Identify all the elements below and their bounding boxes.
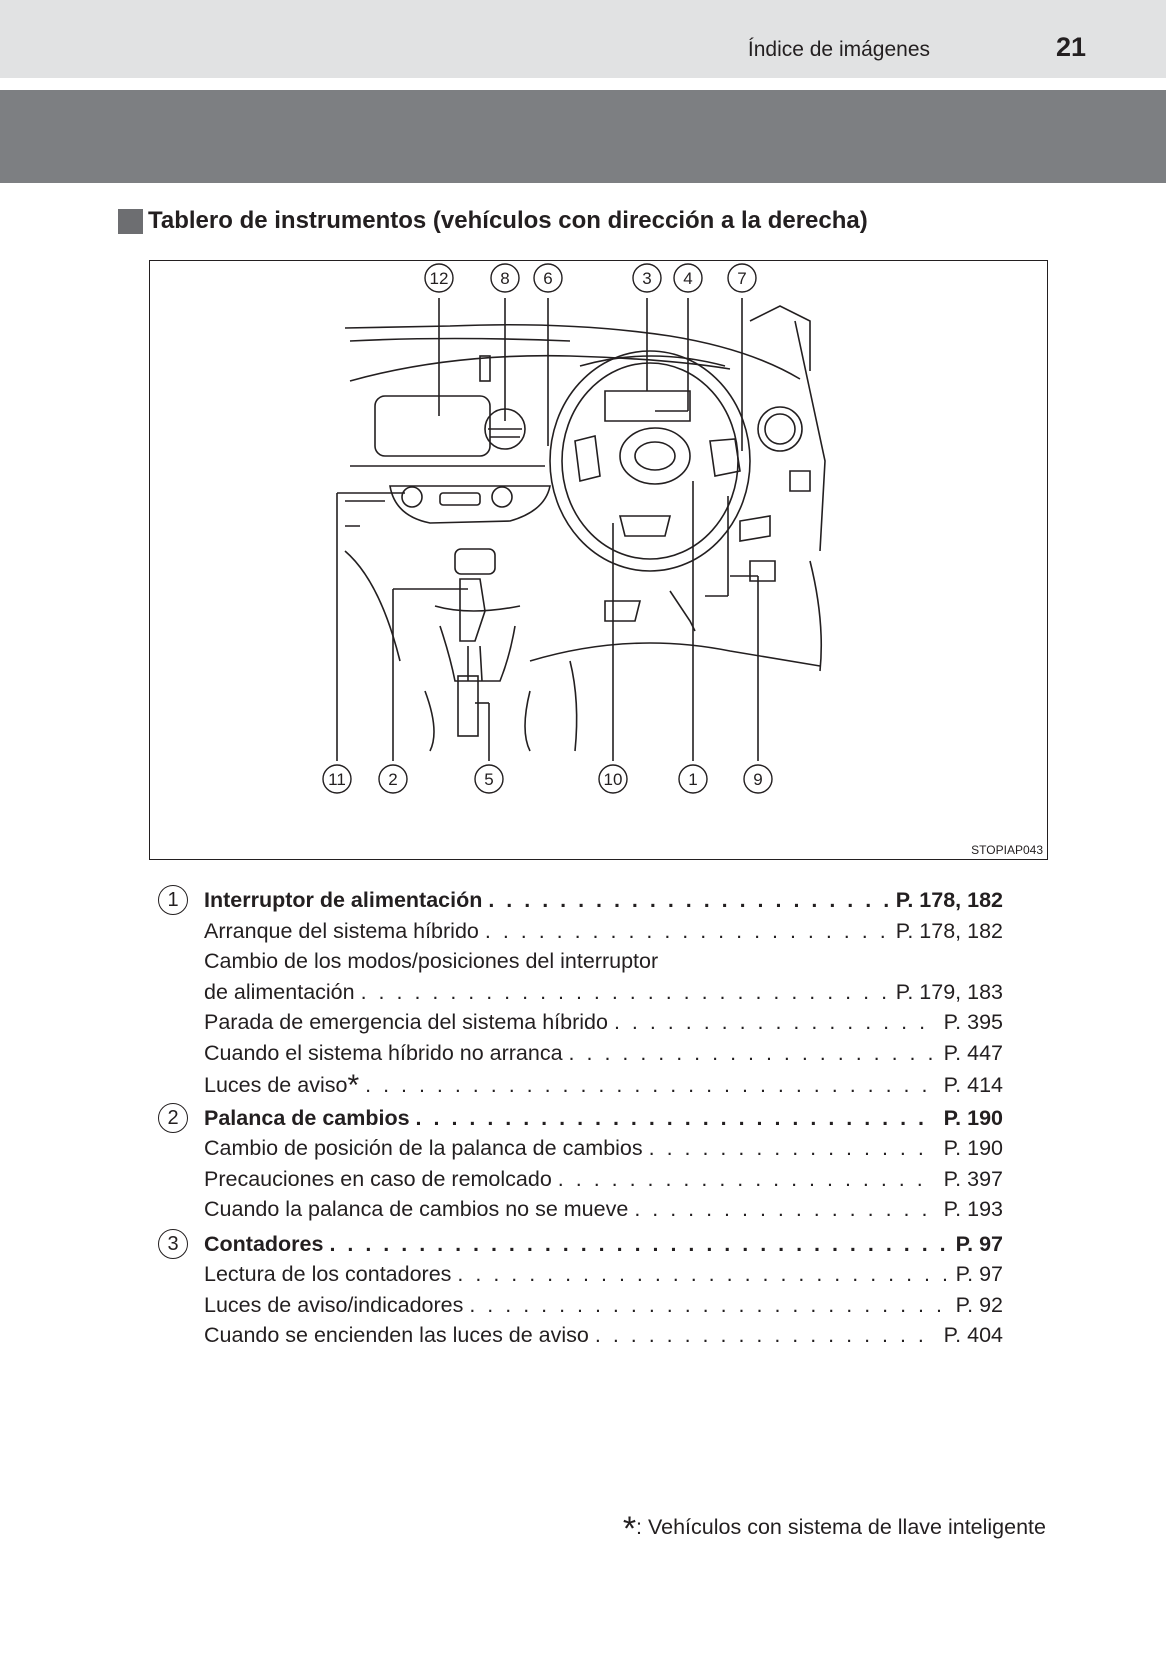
callout-label: 11 xyxy=(328,770,346,789)
entry-line xyxy=(204,1320,1003,1351)
callout-label: 5 xyxy=(484,770,494,789)
leader-dots xyxy=(634,1194,935,1225)
leader-dots xyxy=(569,1038,936,1069)
page-ref: P. 92 xyxy=(948,1290,1003,1321)
leader-dots xyxy=(365,1070,935,1101)
heading-square-icon xyxy=(118,209,143,234)
page-ref: P. 190 xyxy=(936,1133,1003,1164)
entry-line xyxy=(204,1229,1003,1260)
callout-label: 7 xyxy=(737,269,747,288)
entry-marker: 2 xyxy=(158,1103,188,1133)
entry-line xyxy=(204,1038,1003,1069)
leader-dots xyxy=(329,1229,947,1260)
callout-label: 4 xyxy=(683,269,693,288)
page-ref: P. 404 xyxy=(936,1320,1003,1351)
leader-dots xyxy=(614,1007,936,1038)
callout-label: 12 xyxy=(429,269,449,288)
leader-dots xyxy=(558,1164,936,1195)
dashboard-drawing xyxy=(150,261,1049,861)
section-band xyxy=(0,90,1166,183)
leader-dots xyxy=(416,1103,936,1134)
entry-group xyxy=(158,885,1003,1102)
entry-line xyxy=(204,977,1003,1008)
page-ref: P. 178, 182 xyxy=(888,916,1003,947)
entry-text: Precauciones en caso de remolcado xyxy=(204,1164,558,1195)
header-band xyxy=(0,0,1166,78)
figure-id: STOPIAP043 xyxy=(971,843,1043,857)
page-ref: P. 193 xyxy=(936,1194,1003,1225)
callout-label: 9 xyxy=(753,770,763,789)
callout-label: 2 xyxy=(388,770,398,789)
entry-text-label: Luces de aviso xyxy=(204,1073,348,1097)
asterisk-mark: * xyxy=(347,1069,360,1102)
entry-line xyxy=(204,916,1003,947)
callout-label: 8 xyxy=(500,269,510,288)
entry-text: Cuando la palanca de cambios no se mueve xyxy=(204,1194,634,1225)
header-divider xyxy=(0,78,1166,90)
leader-dots xyxy=(457,1259,947,1290)
callout-label: 1 xyxy=(688,770,698,789)
page-ref: P. 179, 183 xyxy=(888,977,1003,1008)
leader-dots xyxy=(361,977,888,1008)
entry-line xyxy=(204,1007,1003,1038)
entry-text: Palanca de cambios xyxy=(204,1103,416,1134)
entry-text: Interruptor de alimentación xyxy=(204,885,488,916)
entry-list xyxy=(158,885,1003,1355)
heading-text: Tablero de instrumentos (vehículos con dirección a la derecha) xyxy=(148,207,868,234)
entry-text: Cambio de posición de la palanca de cambios xyxy=(204,1133,649,1164)
entry-line xyxy=(204,1194,1003,1225)
entry-line xyxy=(204,1290,1003,1321)
entry-line xyxy=(204,1259,1003,1290)
entry-group xyxy=(158,1103,1003,1225)
page-ref: P. 97 xyxy=(948,1259,1003,1290)
entry-line xyxy=(204,1133,1003,1164)
entry-marker: 1 xyxy=(158,885,188,915)
page-ref: P. 397 xyxy=(936,1164,1003,1195)
entry-line xyxy=(204,885,1003,916)
callout-label: 10 xyxy=(603,770,623,789)
section-title: Índice de imágenes xyxy=(747,38,930,61)
dashboard-illustration xyxy=(149,260,1048,860)
entry-text xyxy=(204,1068,365,1101)
entry-text: Contadores xyxy=(204,1229,329,1260)
entry-text: de alimentación xyxy=(204,977,361,1008)
subsection-heading xyxy=(118,206,868,236)
entry-text: Arranque del sistema híbrido xyxy=(204,916,485,947)
entry-text: Cuando el sistema híbrido no arranca xyxy=(204,1038,569,1069)
page-ref: P. 395 xyxy=(936,1007,1003,1038)
footnote xyxy=(623,1510,1046,1549)
entry-line xyxy=(204,1103,1003,1134)
entry-group xyxy=(158,1229,1003,1351)
entry-marker: 3 xyxy=(158,1229,188,1259)
entry-text: Lectura de los contadores xyxy=(204,1259,457,1290)
callout-label: 3 xyxy=(642,269,652,288)
entry-line xyxy=(204,946,1003,977)
leader-dots xyxy=(469,1290,947,1321)
entry-text: Luces de aviso/indicadores xyxy=(204,1290,469,1321)
entry-text: Cuando se encienden las luces de aviso xyxy=(204,1320,595,1351)
page-ref: P. 414 xyxy=(936,1070,1003,1101)
leader-dots xyxy=(649,1133,936,1164)
entry-line xyxy=(204,1164,1003,1195)
asterisk-mark: * xyxy=(622,1510,637,1548)
leader-dots xyxy=(488,885,887,916)
callout-label: 6 xyxy=(543,269,553,288)
entry-text: Cambio de los modos/posiciones del interruptor xyxy=(204,946,664,977)
leader-dots xyxy=(595,1320,936,1351)
leader-dots xyxy=(485,916,888,947)
page-ref: P. 190 xyxy=(936,1103,1003,1134)
page-ref: P. 97 xyxy=(948,1229,1003,1260)
page-number: 21 xyxy=(1055,32,1086,62)
entry-line xyxy=(204,1068,1003,1102)
entry-text: Parada de emergencia del sistema híbrido xyxy=(204,1007,614,1038)
page-ref: P. 178, 182 xyxy=(888,885,1003,916)
footnote-text: : Vehículos con sistema de llave inteligente xyxy=(636,1515,1046,1539)
page-ref: P. 447 xyxy=(936,1038,1003,1069)
